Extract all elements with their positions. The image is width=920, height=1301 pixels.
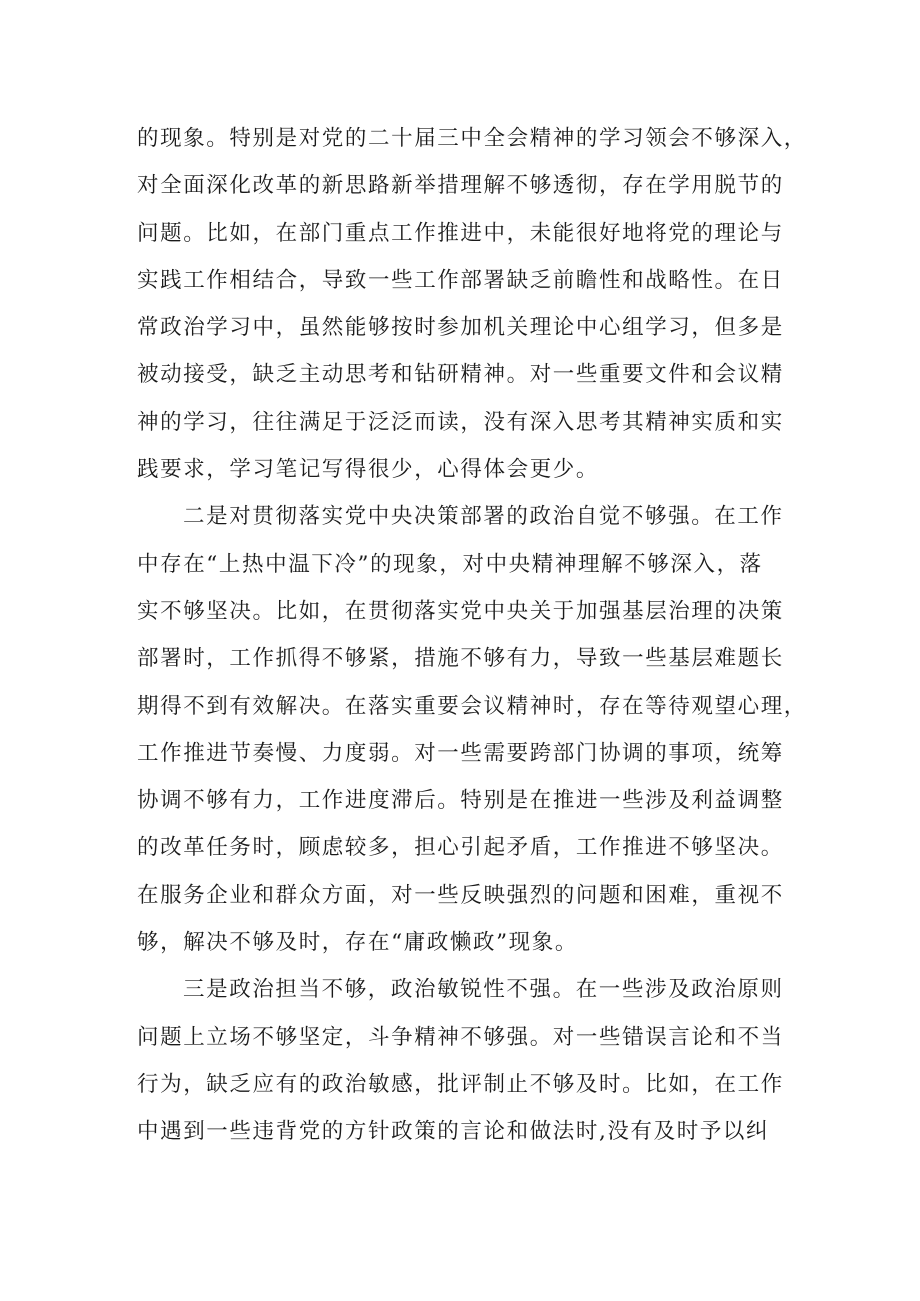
text-line: 期得不到有效解决。在落实重要会议精神时，存在等待观望心理，: [137, 693, 807, 719]
text-line: 的现象。特别是对党的二十届三中全会精神的学习领会不够深入，: [137, 126, 807, 151]
text-line: 三是政治担当不够，政治敏锐性不强。在一些涉及政治原则: [183, 977, 784, 1003]
text-line: 问题上立场不够坚定，斗争精神不够强。对一些错误言论和不当: [137, 1024, 784, 1050]
text-line: 在服务企业和群众方面，对一些反映强烈的问题和困难，重视不: [137, 882, 784, 908]
text-line: 践要求，学习笔记写得很少，心得体会更少。: [137, 457, 600, 483]
text-line: 常政治学习中，虽然能够按时参加机关理论中心组学习，但多是: [137, 315, 784, 341]
paragraph-3: [137, 966, 787, 1155]
text-line: 中遇到一些违背党的方针政策的言论和做法时,没有及时予以纠: [137, 1119, 770, 1145]
text-line: 实践工作相结合，导致一些工作部署缺乏前瞻性和战略性。在日: [137, 267, 784, 293]
text-line: 工作推进节奏慢、力度弱。对一些需要跨部门协调的事项，统筹: [137, 740, 784, 766]
text-line: 问题。比如，在部门重点工作推进中，未能很好地将党的理论与: [137, 220, 784, 246]
text-line: 神的学习，往往满足于泛泛而读，没有深入思考其精神实质和实: [137, 409, 784, 435]
text-line: 部署时，工作抓得不够紧，措施不够有力，导致一些基层难题长: [137, 646, 784, 672]
text-line: 协调不够有力，工作进度滞后。特别是在推进一些涉及利益调整: [137, 788, 784, 814]
text-line: 对全面深化改革的新思路新举措理解不够透彻，存在学用脱节的: [137, 173, 784, 199]
text-line: 实不够坚决。比如，在贯彻落实党中央关于加强基层治理的决策: [137, 598, 784, 624]
paragraph-1: [137, 115, 807, 493]
text-line: 中存在“上热中温下冷”的现象，对中央精神理解不够深入，落: [137, 551, 763, 577]
text-line: 被动接受，缺乏主动思考和钻研精神。对一些重要文件和会议精: [137, 362, 784, 388]
text-line: 的改革任务时，顾虑较多，担心引起矛盾，工作推进不够坚决。: [137, 835, 784, 861]
paragraph-2: [137, 493, 807, 966]
document-page: [137, 115, 807, 1156]
text-line: 行为，缺乏应有的政治敏感，批评制止不够及时。比如，在工作: [137, 1071, 784, 1097]
text-line: 够，解决不够及时，存在“庸政懒政”现象。: [137, 930, 578, 956]
text-line: 二是对贯彻落实党中央决策部署的政治自觉不够强。在工作: [183, 504, 784, 530]
